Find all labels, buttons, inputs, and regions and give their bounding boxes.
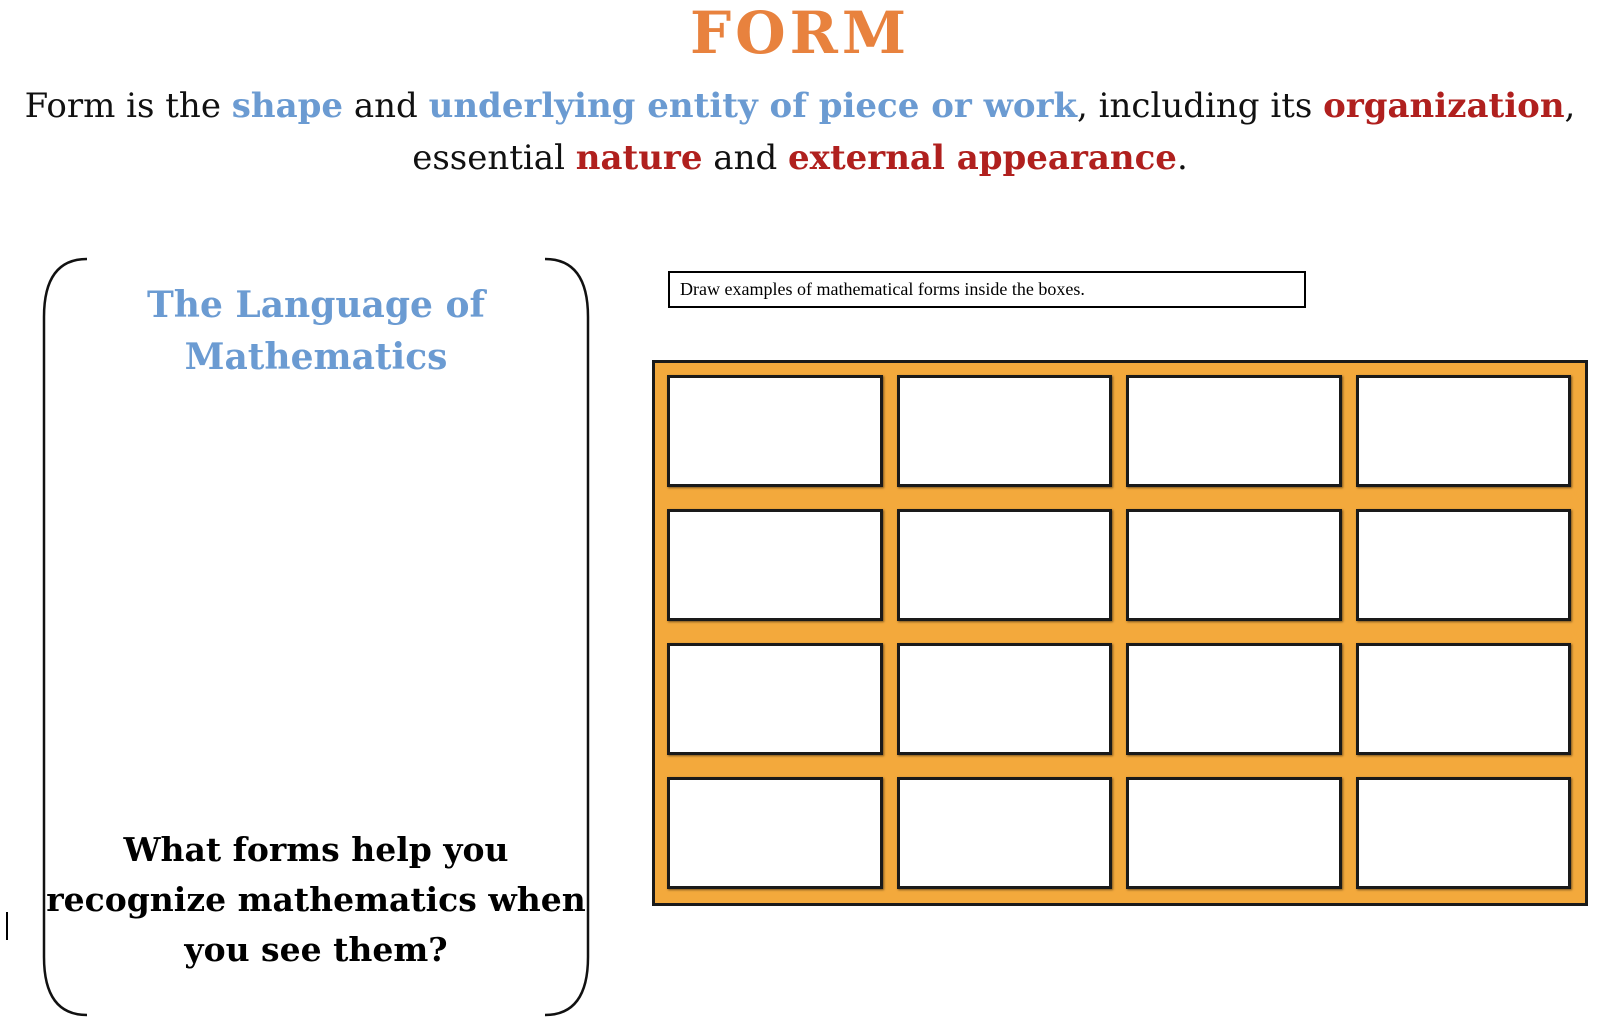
definition-segment: . bbox=[1176, 138, 1188, 178]
drawing-box[interactable] bbox=[1126, 375, 1342, 487]
drawing-box[interactable] bbox=[1126, 509, 1342, 621]
definition-segment: and bbox=[702, 138, 789, 178]
panel-heading: The Language of Mathematics bbox=[147, 284, 485, 378]
drawing-box[interactable] bbox=[1126, 777, 1342, 889]
definition-segment: organization bbox=[1323, 86, 1565, 126]
drawing-box[interactable] bbox=[667, 509, 883, 621]
definition-segment: Form is the bbox=[24, 86, 232, 126]
drawing-box[interactable] bbox=[897, 643, 1113, 755]
drawing-box[interactable] bbox=[667, 375, 883, 487]
form-definition bbox=[20, 80, 1580, 184]
drawing-box[interactable] bbox=[667, 777, 883, 889]
definition-segment: , essential bbox=[412, 86, 1576, 178]
drawing-box[interactable] bbox=[897, 375, 1113, 487]
panel-question: What forms help you recognize mathematics when you see them? bbox=[46, 830, 586, 969]
drawing-box[interactable] bbox=[667, 643, 883, 755]
drawing-box[interactable] bbox=[1356, 509, 1572, 621]
drawing-box[interactable] bbox=[1126, 643, 1342, 755]
definition-segment: shape bbox=[231, 86, 344, 126]
text-cursor-mark bbox=[6, 912, 8, 940]
definition-segment: and bbox=[343, 86, 429, 126]
definition-segment: underlying entity of piece or work bbox=[428, 86, 1078, 126]
drawing-grid bbox=[652, 360, 1588, 906]
language-of-mathematics-panel bbox=[42, 257, 590, 1017]
definition-segment: , including its bbox=[1077, 86, 1324, 126]
drawing-box[interactable] bbox=[1356, 375, 1572, 487]
drawing-box[interactable] bbox=[1356, 777, 1572, 889]
instruction-box: Draw examples of mathematical forms inside the boxes. bbox=[668, 271, 1306, 308]
drawing-box[interactable] bbox=[897, 509, 1113, 621]
definition-segment: external appearance bbox=[788, 138, 1177, 178]
drawing-box[interactable] bbox=[1356, 643, 1572, 755]
page-title: FORM bbox=[689, 0, 911, 67]
definition-segment: nature bbox=[575, 138, 703, 178]
drawing-box[interactable] bbox=[897, 777, 1113, 889]
